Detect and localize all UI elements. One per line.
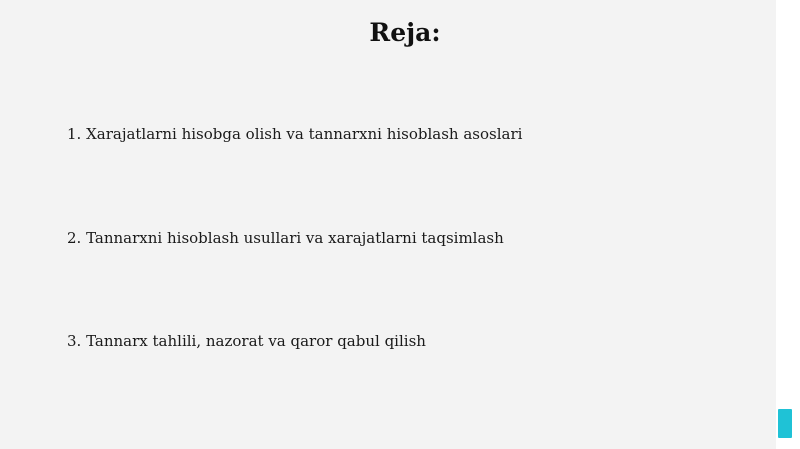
plan-item-3: 3. Tannarx tahlili, nazorat va qaror qabul qilish [67, 332, 426, 350]
plan-item-2: 2. Tannarxni hisoblash usullari va xarajatlarni taqsimlash [67, 229, 504, 247]
scrollbar-track [776, 0, 800, 449]
plan-item-1: 1. Xarajatlarni hisobga olish va tannarxni hisoblash asoslari [67, 125, 523, 143]
slide-title: Reja: [369, 18, 441, 47]
scroll-handle[interactable] [778, 409, 792, 438]
